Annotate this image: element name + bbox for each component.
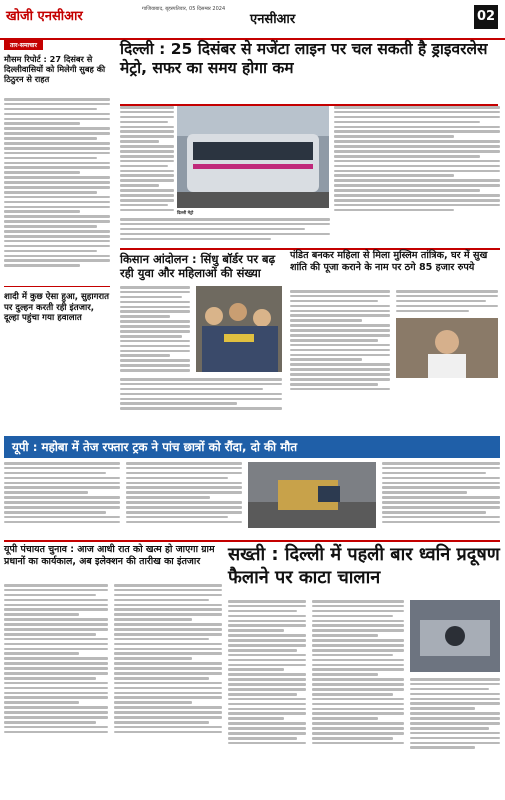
farmers-body: [120, 286, 190, 374]
panchayat-body-col1: [4, 584, 108, 736]
panchayat-body-col2: [114, 584, 222, 736]
farmers-body-continued: [120, 378, 282, 412]
noise-headline: सख्ती : दिल्ली में पहली बार ध्वनि प्रदूषण फैलाने पर काटा चालान: [228, 544, 500, 588]
page-number: 02: [474, 5, 498, 29]
weather-headline: मौसम रिपोर्ट : 27 दिसंबर से दिल्लीवासियों को मिलेगी सुबह की ठिठुरन से राहत: [4, 54, 106, 84]
noise-photo: [410, 600, 500, 672]
left-column: [4, 40, 112, 435]
farmers-photo: [196, 286, 282, 372]
metro-body-continued: [120, 218, 330, 242]
pandit-body-right: [396, 290, 498, 314]
up-body-col1: [4, 462, 120, 526]
wedding-headline: शादी में कुछ ऐसा हुआ, सुहागरात पर दुल्हन करती रही इंतजार, दूल्हा पहुंचा गया हवालात: [4, 292, 110, 323]
kicker-label: तार-समाचार: [4, 40, 43, 50]
up-body-col2: [126, 462, 242, 526]
noise-body-col3: [410, 678, 500, 751]
up-body-col4: [382, 462, 500, 526]
divider: [4, 540, 500, 542]
noise-body-col1: [228, 600, 306, 747]
metro-headline: दिल्ली : 25 दिसंबर से मजेंटा लाइन पर चल सकती है ड्राइवरलेस मेट्रो, सफर का समय होगा कम: [120, 40, 488, 77]
noise-body-col2: [312, 600, 404, 747]
metro-photo-caption: दिल्ली मेट्रो: [177, 210, 194, 215]
metro-photo: [177, 106, 329, 208]
up-banner: [4, 436, 500, 458]
farmers-headline: किसान आंदोलन : सिंधु बॉर्डर पर बढ़ रही युवा और महिलाओं की संख्या: [120, 252, 276, 280]
newspaper-logo: खोजी एनसीआर: [6, 9, 83, 24]
up-headline: यूपी : महोबा में तेज रफ्तार ट्रक ने पांच छात्रों को रौंदा, दो की मौत: [12, 440, 298, 454]
metro-body: [120, 106, 174, 214]
metro-body-right: [334, 106, 500, 214]
divider: [4, 286, 110, 287]
accident-photo: [248, 462, 376, 528]
pandit-headline: पंडित बनकर महिला से मिला मुस्लिम तांत्रिक, घर में सुख शांति की पूजा कराने के नाम पर ठगे 85 हजार रुपये: [290, 250, 488, 273]
pandit-body: [290, 290, 390, 393]
weather-body: [4, 98, 110, 269]
masthead: [0, 0, 505, 40]
dateline: गाजियाबाद, बृहस्पतिवार, 05 दिसम्बर 2024: [142, 6, 226, 12]
pandit-photo: [396, 318, 498, 378]
section-title: एनसीआर: [250, 12, 296, 27]
panchayat-headline: यूपी पंचायत चुनाव : आज आधी रात को खत्म हो जाएगा ग्राम प्रधानों का कार्यकाल, अब इलेक्शन की तारीख का इंतजार: [4, 544, 215, 567]
